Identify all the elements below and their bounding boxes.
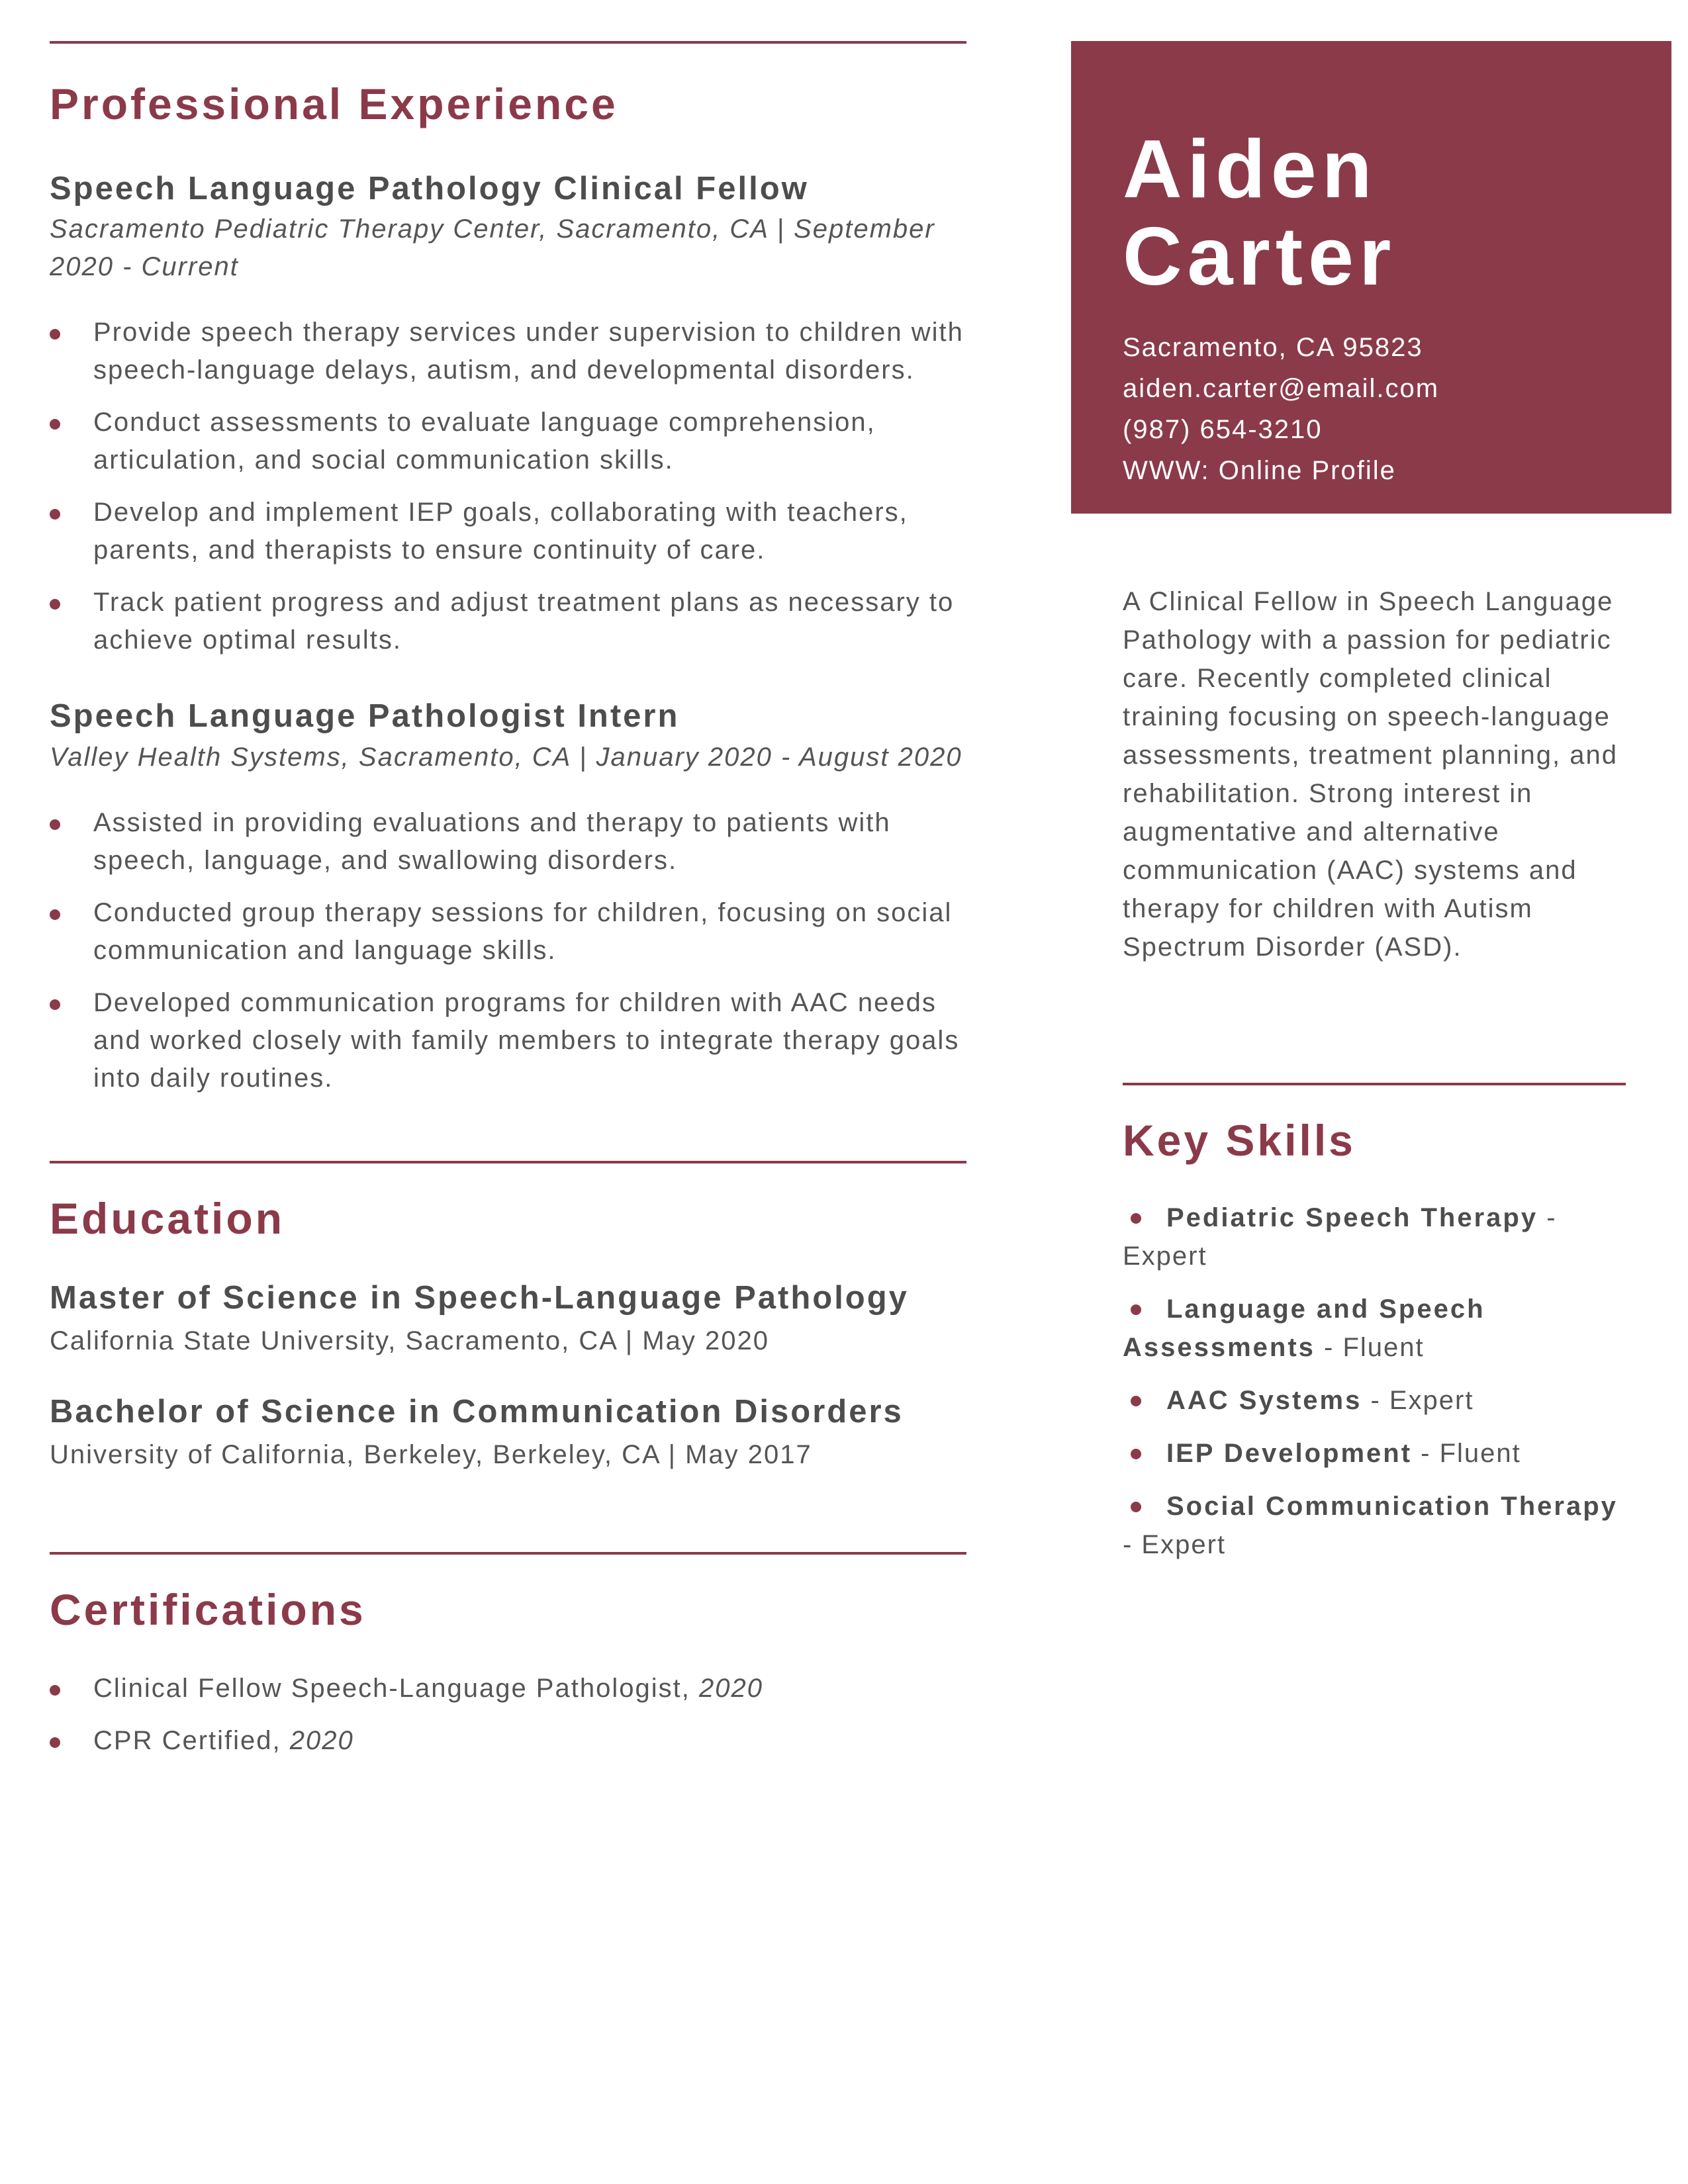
job-title: Speech Language Pathologist Intern xyxy=(50,698,680,735)
job-bullets xyxy=(50,314,966,659)
list-item xyxy=(50,1722,966,1760)
skill-name: Social Communication Therapy xyxy=(1166,1492,1618,1522)
job-company-line xyxy=(50,210,966,286)
skills-heading: Key Skills xyxy=(1123,1116,1356,1165)
certifications-list xyxy=(50,1670,966,1760)
address: Sacramento, CA 95823 xyxy=(1123,333,1423,362)
skill-item xyxy=(1123,1290,1626,1367)
list-item: Developed communication programs for children with AAC needs and worked closely with family members to integrate therapy goals into daily routines. xyxy=(50,984,966,1097)
list-item: Track patient progress and adjust treatment plans as necessary to achieve optimal results. xyxy=(50,584,966,659)
degree-title: Bachelor of Science in Communication Disorders xyxy=(50,1394,904,1430)
school-line: California State University, Sacramento, CA | May 2020 xyxy=(50,1326,769,1356)
skill-name: IEP Development xyxy=(1166,1439,1413,1469)
website-link[interactable]: WWW: Online Profile xyxy=(1123,456,1396,485)
skill-level: - Fluent xyxy=(1412,1439,1521,1469)
skills-section xyxy=(1123,1083,1626,1578)
header-box xyxy=(1071,41,1671,514)
cert-year: 2020 xyxy=(698,1673,763,1703)
cert-year: 2020 xyxy=(289,1725,354,1755)
section-divider xyxy=(1123,1083,1626,1085)
skill-level: - Fluent xyxy=(1315,1333,1425,1363)
list-item: Conduct assessments to evaluate language comprehension, articulation, and social communication skills. xyxy=(50,404,966,479)
certifications-heading: Certifications xyxy=(50,1585,366,1635)
job-bullets xyxy=(50,804,966,1097)
skill-item xyxy=(1123,1487,1626,1564)
skill-name: Pediatric Speech Therapy xyxy=(1166,1203,1538,1233)
skill-name: Language and Speech Assessments xyxy=(1123,1295,1485,1363)
skill-item xyxy=(1123,1199,1626,1275)
skill-level: - Expert xyxy=(1123,1530,1227,1560)
job-location-dates: , Sacramento, CA | September 2020 - Current xyxy=(50,214,935,282)
skills-list xyxy=(1123,1199,1626,1564)
first-name: Aiden xyxy=(1123,124,1378,215)
job-location-dates: , Sacramento, CA | January 2020 - August 2020 xyxy=(341,742,962,772)
section-divider xyxy=(50,1552,966,1555)
job-title: Speech Language Pathology Clinical Fellow xyxy=(50,171,809,207)
job-company-line xyxy=(50,739,966,776)
list-item xyxy=(50,1670,966,1707)
education-entry xyxy=(50,1392,966,1474)
education-heading: Education xyxy=(50,1193,285,1243)
section-divider xyxy=(50,1161,966,1163)
skill-name: AAC Systems xyxy=(1166,1386,1362,1416)
left-column xyxy=(50,41,966,1774)
cert-name: Clinical Fellow Speech-Language Pathologist, xyxy=(93,1673,699,1703)
skill-item xyxy=(1123,1434,1626,1473)
list-item: Develop and implement IEP goals, collaborating with teachers, parents, and therapists to ensure continuity of care. xyxy=(50,494,966,569)
degree-title: Master of Science in Speech-Language Pathology xyxy=(50,1279,909,1316)
cert-name: CPR Certified, xyxy=(93,1725,290,1755)
skill-level: - Expert xyxy=(1362,1386,1474,1416)
job-entry xyxy=(50,696,966,1097)
last-name: Carter xyxy=(1123,211,1397,302)
list-item: Assisted in providing evaluations and therapy to patients with speech, language, and swallowing disorders. xyxy=(50,804,966,880)
section-divider xyxy=(50,41,966,44)
experience-heading: Professional Experience xyxy=(50,79,618,128)
job-entry xyxy=(50,169,966,659)
job-company: Valley Health Systems xyxy=(50,742,342,772)
job-company: Sacramento Pediatric Therapy Center xyxy=(50,214,539,244)
summary: A Clinical Fellow in Speech Language Pathology with a passion for pediatric care. Recently completed clinical training focusing on speech-language assessments, treatment planning, and rehabilitation. Strong interest in augmentative and alternative communication (AAC) systems and therapy for children with Autism Spectrum Disorder (ASD). xyxy=(1123,587,1618,962)
contact-info xyxy=(1123,327,1671,491)
list-item: Conducted group therapy sessions for children, focusing on social communication and language skills. xyxy=(50,894,966,970)
email-link[interactable]: aiden.carter@email.com xyxy=(1123,374,1440,403)
school-line: University of California, Berkeley, Berkeley, CA | May 2017 xyxy=(50,1440,812,1470)
education-entry xyxy=(50,1278,966,1360)
skill-item xyxy=(1123,1381,1626,1420)
phone: (987) 654-3210 xyxy=(1123,415,1323,444)
skill-level: - Expert xyxy=(1123,1203,1557,1271)
list-item: Provide speech therapy services under supervision to children with speech-language delays, autism, and developmental disorders. xyxy=(50,314,966,389)
